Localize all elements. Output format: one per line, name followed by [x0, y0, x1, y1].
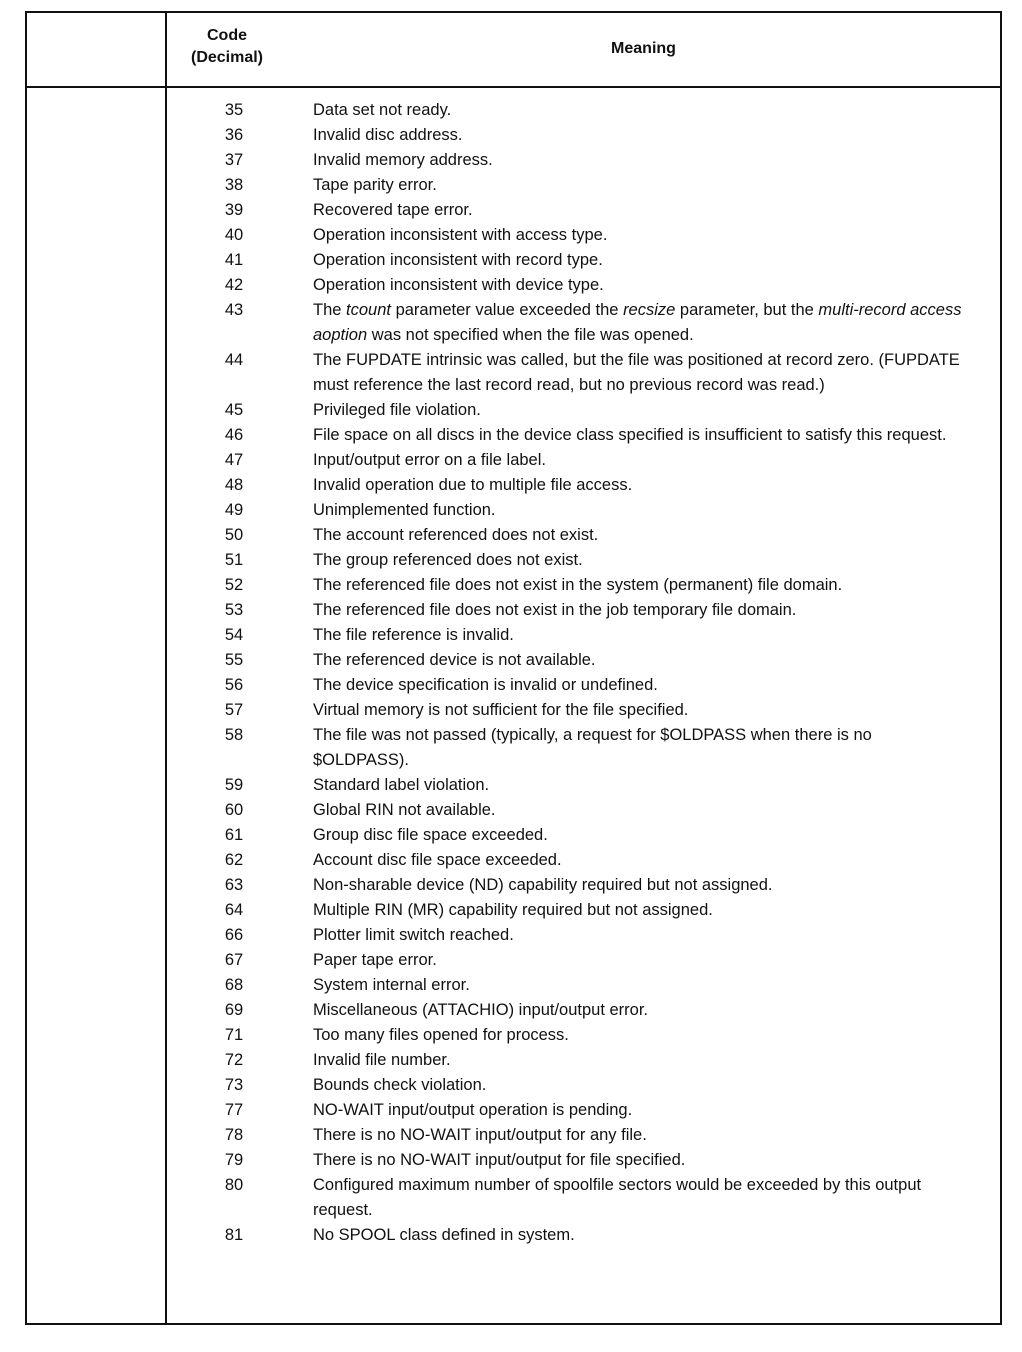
- meaning-text: The referenced file does not exist in the system (permanent) file domain.: [313, 576, 843, 594]
- meaning-text: Operation inconsistent with record type.: [313, 251, 603, 269]
- table-row: [27, 823, 1000, 848]
- meaning-text: Standard label violation.: [313, 776, 490, 794]
- meaning-text: Paper tape error.: [313, 951, 437, 969]
- code-value: 53: [224, 601, 244, 619]
- table-row: [27, 873, 1000, 898]
- code-value: 73: [224, 1076, 244, 1094]
- meaning-text: The account referenced does not exist.: [313, 526, 599, 544]
- table-row: [27, 448, 1000, 473]
- meaning-fragment: parameter value exceeded the: [390, 301, 624, 319]
- meaning-text: File space on all discs in the device class specified is insufficient to satisfy this request.: [313, 426, 947, 444]
- code-cell: [27, 1098, 313, 1123]
- code-value: 57: [224, 701, 244, 719]
- table-row: [27, 773, 1000, 798]
- meaning-text: Plotter limit switch reached.: [313, 926, 514, 944]
- code-value: 68: [224, 976, 244, 994]
- code-cell: [27, 1173, 313, 1223]
- table-row: [27, 1148, 1000, 1173]
- code-header-line1: Code: [207, 27, 247, 44]
- meaning-text: Privileged file violation.: [313, 401, 481, 419]
- code-value: 60: [224, 801, 244, 819]
- code-cell: [27, 1048, 313, 1073]
- code-value: 67: [224, 951, 244, 969]
- meaning-text: Account disc file space exceeded.: [313, 851, 562, 869]
- code-value: 63: [224, 876, 244, 894]
- code-cell: [27, 848, 313, 873]
- code-value: 66: [224, 926, 244, 944]
- code-value: 72: [224, 1051, 244, 1069]
- table-row: [27, 473, 1000, 498]
- code-value: 54: [224, 626, 244, 644]
- meaning-text: Operation inconsistent with access type.: [313, 226, 608, 244]
- italic-term: multi-record access aoption: [313, 301, 962, 344]
- code-value: 49: [224, 501, 244, 519]
- meaning-text: Recovered tape error.: [313, 201, 473, 219]
- code-cell: [27, 1148, 313, 1173]
- code-value: 61: [224, 826, 244, 844]
- code-value: 64: [224, 901, 244, 919]
- code-cell: [27, 173, 313, 198]
- table-row: [27, 498, 1000, 523]
- code-value: 62: [224, 851, 244, 869]
- code-value: 35: [224, 101, 244, 119]
- code-value: 56: [224, 676, 244, 694]
- meaning-text: Invalid file number.: [313, 1051, 451, 1069]
- table-row: [27, 598, 1000, 623]
- meaning-text: Unimplemented function.: [313, 501, 496, 519]
- meaning-text: No SPOOL class defined in system.: [313, 1226, 575, 1244]
- table-row: [27, 1073, 1000, 1098]
- table-row: [27, 348, 1000, 398]
- table-row: [27, 423, 1000, 448]
- code-cell: [27, 473, 313, 498]
- code-value: 46: [224, 426, 244, 444]
- meaning-text: Input/output error on a file label.: [313, 451, 546, 469]
- table-row: [27, 223, 1000, 248]
- code-cell: [27, 148, 313, 173]
- table-row: [27, 798, 1000, 823]
- code-cell: [27, 1023, 313, 1048]
- code-value: 36: [224, 126, 244, 144]
- code-cell: [27, 248, 313, 273]
- code-cell: [27, 273, 313, 298]
- code-cell: [27, 798, 313, 823]
- code-cell: [27, 573, 313, 598]
- header-rule: [27, 86, 1000, 88]
- meaning-text: Configured maximum number of spoolfile sectors would be exceeded by this output request.: [313, 1176, 922, 1219]
- table-row: [27, 1123, 1000, 1148]
- meaning-text: Non-sharable device (ND) capability required but not assigned.: [313, 876, 773, 894]
- code-value: 48: [224, 476, 244, 494]
- code-column-header: [167, 25, 287, 69]
- table-row: [27, 548, 1000, 573]
- error-code-table: [25, 11, 1002, 1325]
- meaning-fragment: was not specified when the file was opened.: [367, 326, 694, 344]
- code-value: 52: [224, 576, 244, 594]
- italic-term: recsize: [623, 301, 676, 319]
- code-cell: [27, 123, 313, 148]
- table-row: [27, 173, 1000, 198]
- code-cell: [27, 673, 313, 698]
- table-row: [27, 948, 1000, 973]
- table-row: [27, 648, 1000, 673]
- code-cell: [27, 498, 313, 523]
- table-row: [27, 198, 1000, 223]
- table-row: [27, 923, 1000, 948]
- meaning-text: NO-WAIT input/output operation is pending.: [313, 1101, 633, 1119]
- code-value: 77: [224, 1101, 244, 1119]
- meaning-fragment: parameter, but the: [675, 301, 819, 319]
- code-cell: [27, 223, 313, 248]
- table-row: [27, 398, 1000, 423]
- table-row: [27, 673, 1000, 698]
- code-value: 71: [224, 1026, 244, 1044]
- code-cell: [27, 948, 313, 973]
- meaning-text: There is no NO-WAIT input/output for file specified.: [313, 1151, 686, 1169]
- code-cell: [27, 973, 313, 998]
- code-value: 38: [224, 176, 244, 194]
- meaning-text: Tape parity error.: [313, 176, 437, 194]
- code-cell: [27, 1123, 313, 1148]
- table-row: [27, 148, 1000, 173]
- code-cell: [27, 398, 313, 423]
- code-cell: [27, 723, 313, 773]
- code-cell: [27, 1073, 313, 1098]
- code-cell: [27, 198, 313, 223]
- meaning-text: The file reference is invalid.: [313, 626, 514, 644]
- table-row: [27, 698, 1000, 723]
- meaning-text: Virtual memory is not sufficient for the file specified.: [313, 701, 689, 719]
- table-row: [27, 898, 1000, 923]
- code-value: 37: [224, 151, 244, 169]
- meaning-text: [313, 298, 1000, 348]
- code-value: 39: [224, 201, 244, 219]
- table-row: [27, 623, 1000, 648]
- meaning-text: System internal error.: [313, 976, 470, 994]
- code-value: 58: [224, 726, 244, 744]
- code-cell: [27, 348, 313, 398]
- code-value: 50: [224, 526, 244, 544]
- code-cell: [27, 773, 313, 798]
- code-cell: [27, 523, 313, 548]
- code-cell: [27, 298, 313, 348]
- meaning-text: There is no NO-WAIT input/output for any file.: [313, 1126, 647, 1144]
- code-value: 55: [224, 651, 244, 669]
- table-row: [27, 1048, 1000, 1073]
- meaning-text: Multiple RIN (MR) capability required but not assigned.: [313, 901, 713, 919]
- meaning-text: Operation inconsistent with device type.: [313, 276, 604, 294]
- code-value: 80: [224, 1176, 244, 1194]
- table-row: [27, 1023, 1000, 1048]
- meaning-text: Bounds check violation.: [313, 1076, 487, 1094]
- code-value: 43: [224, 301, 244, 319]
- code-cell: [27, 873, 313, 898]
- table-row: [27, 1223, 1000, 1248]
- code-value: 51: [224, 551, 244, 569]
- code-cell: [27, 423, 313, 448]
- table-row: [27, 523, 1000, 548]
- meaning-text: The referenced file does not exist in the job temporary file domain.: [313, 601, 797, 619]
- table-row: [27, 98, 1000, 123]
- code-value: 44: [224, 351, 244, 369]
- meaning-text: Miscellaneous (ATTACHIO) input/output error.: [313, 1001, 649, 1019]
- table-row: [27, 273, 1000, 298]
- meaning-fragment: The: [313, 301, 347, 319]
- meaning-text: The FUPDATE intrinsic was called, but the file was positioned at record zero. (FUPDATE must reference the last record read, but no previous record was read.): [313, 351, 960, 394]
- table-body: [27, 98, 1000, 1248]
- code-cell: [27, 698, 313, 723]
- meaning-text: Group disc file space exceeded.: [313, 826, 548, 844]
- code-value: 40: [224, 226, 244, 244]
- meaning-text: Too many files opened for process.: [313, 1026, 569, 1044]
- table-row: [27, 998, 1000, 1023]
- meaning-text: Data set not ready.: [313, 101, 452, 119]
- code-value: 69: [224, 1001, 244, 1019]
- table-row: [27, 1098, 1000, 1123]
- code-cell: [27, 98, 313, 123]
- code-value: 41: [224, 251, 244, 269]
- italic-term: tcount: [346, 301, 391, 319]
- code-cell: [27, 998, 313, 1023]
- code-value: 45: [224, 401, 244, 419]
- table-row: [27, 848, 1000, 873]
- code-cell: [27, 823, 313, 848]
- code-value: 81: [224, 1226, 244, 1244]
- code-value: 42: [224, 276, 244, 294]
- meaning-text: The device specification is invalid or undefined.: [313, 676, 658, 694]
- meaning-text: Global RIN not available.: [313, 801, 496, 819]
- table-row: [27, 1173, 1000, 1223]
- table-row: [27, 573, 1000, 598]
- code-cell: [27, 598, 313, 623]
- code-value: 47: [224, 451, 244, 469]
- table-row: [27, 973, 1000, 998]
- table-row: [27, 723, 1000, 773]
- table-row: [27, 298, 1000, 348]
- code-cell: [27, 923, 313, 948]
- code-cell: [27, 448, 313, 473]
- code-cell: [27, 548, 313, 573]
- meaning-text: The group referenced does not exist.: [313, 551, 583, 569]
- meaning-text: The file was not passed (typically, a request for $OLDPASS when there is no $OLDPASS).: [313, 726, 872, 769]
- meaning-text: Invalid memory address.: [313, 151, 493, 169]
- meaning-text: Invalid disc address.: [313, 126, 463, 144]
- code-value: 78: [224, 1126, 244, 1144]
- meaning-text: Invalid operation due to multiple file access.: [313, 476, 633, 494]
- table-row: [27, 248, 1000, 273]
- code-value: 59: [224, 776, 244, 794]
- meaning-column-header: Meaning: [611, 40, 676, 57]
- code-header-line2: (Decimal): [190, 49, 264, 66]
- code-value: 79: [224, 1151, 244, 1169]
- code-cell: [27, 623, 313, 648]
- meaning-text: The referenced device is not available.: [313, 651, 596, 669]
- code-cell: [27, 898, 313, 923]
- table-row: [27, 123, 1000, 148]
- code-cell: [27, 648, 313, 673]
- code-cell: [27, 1223, 313, 1248]
